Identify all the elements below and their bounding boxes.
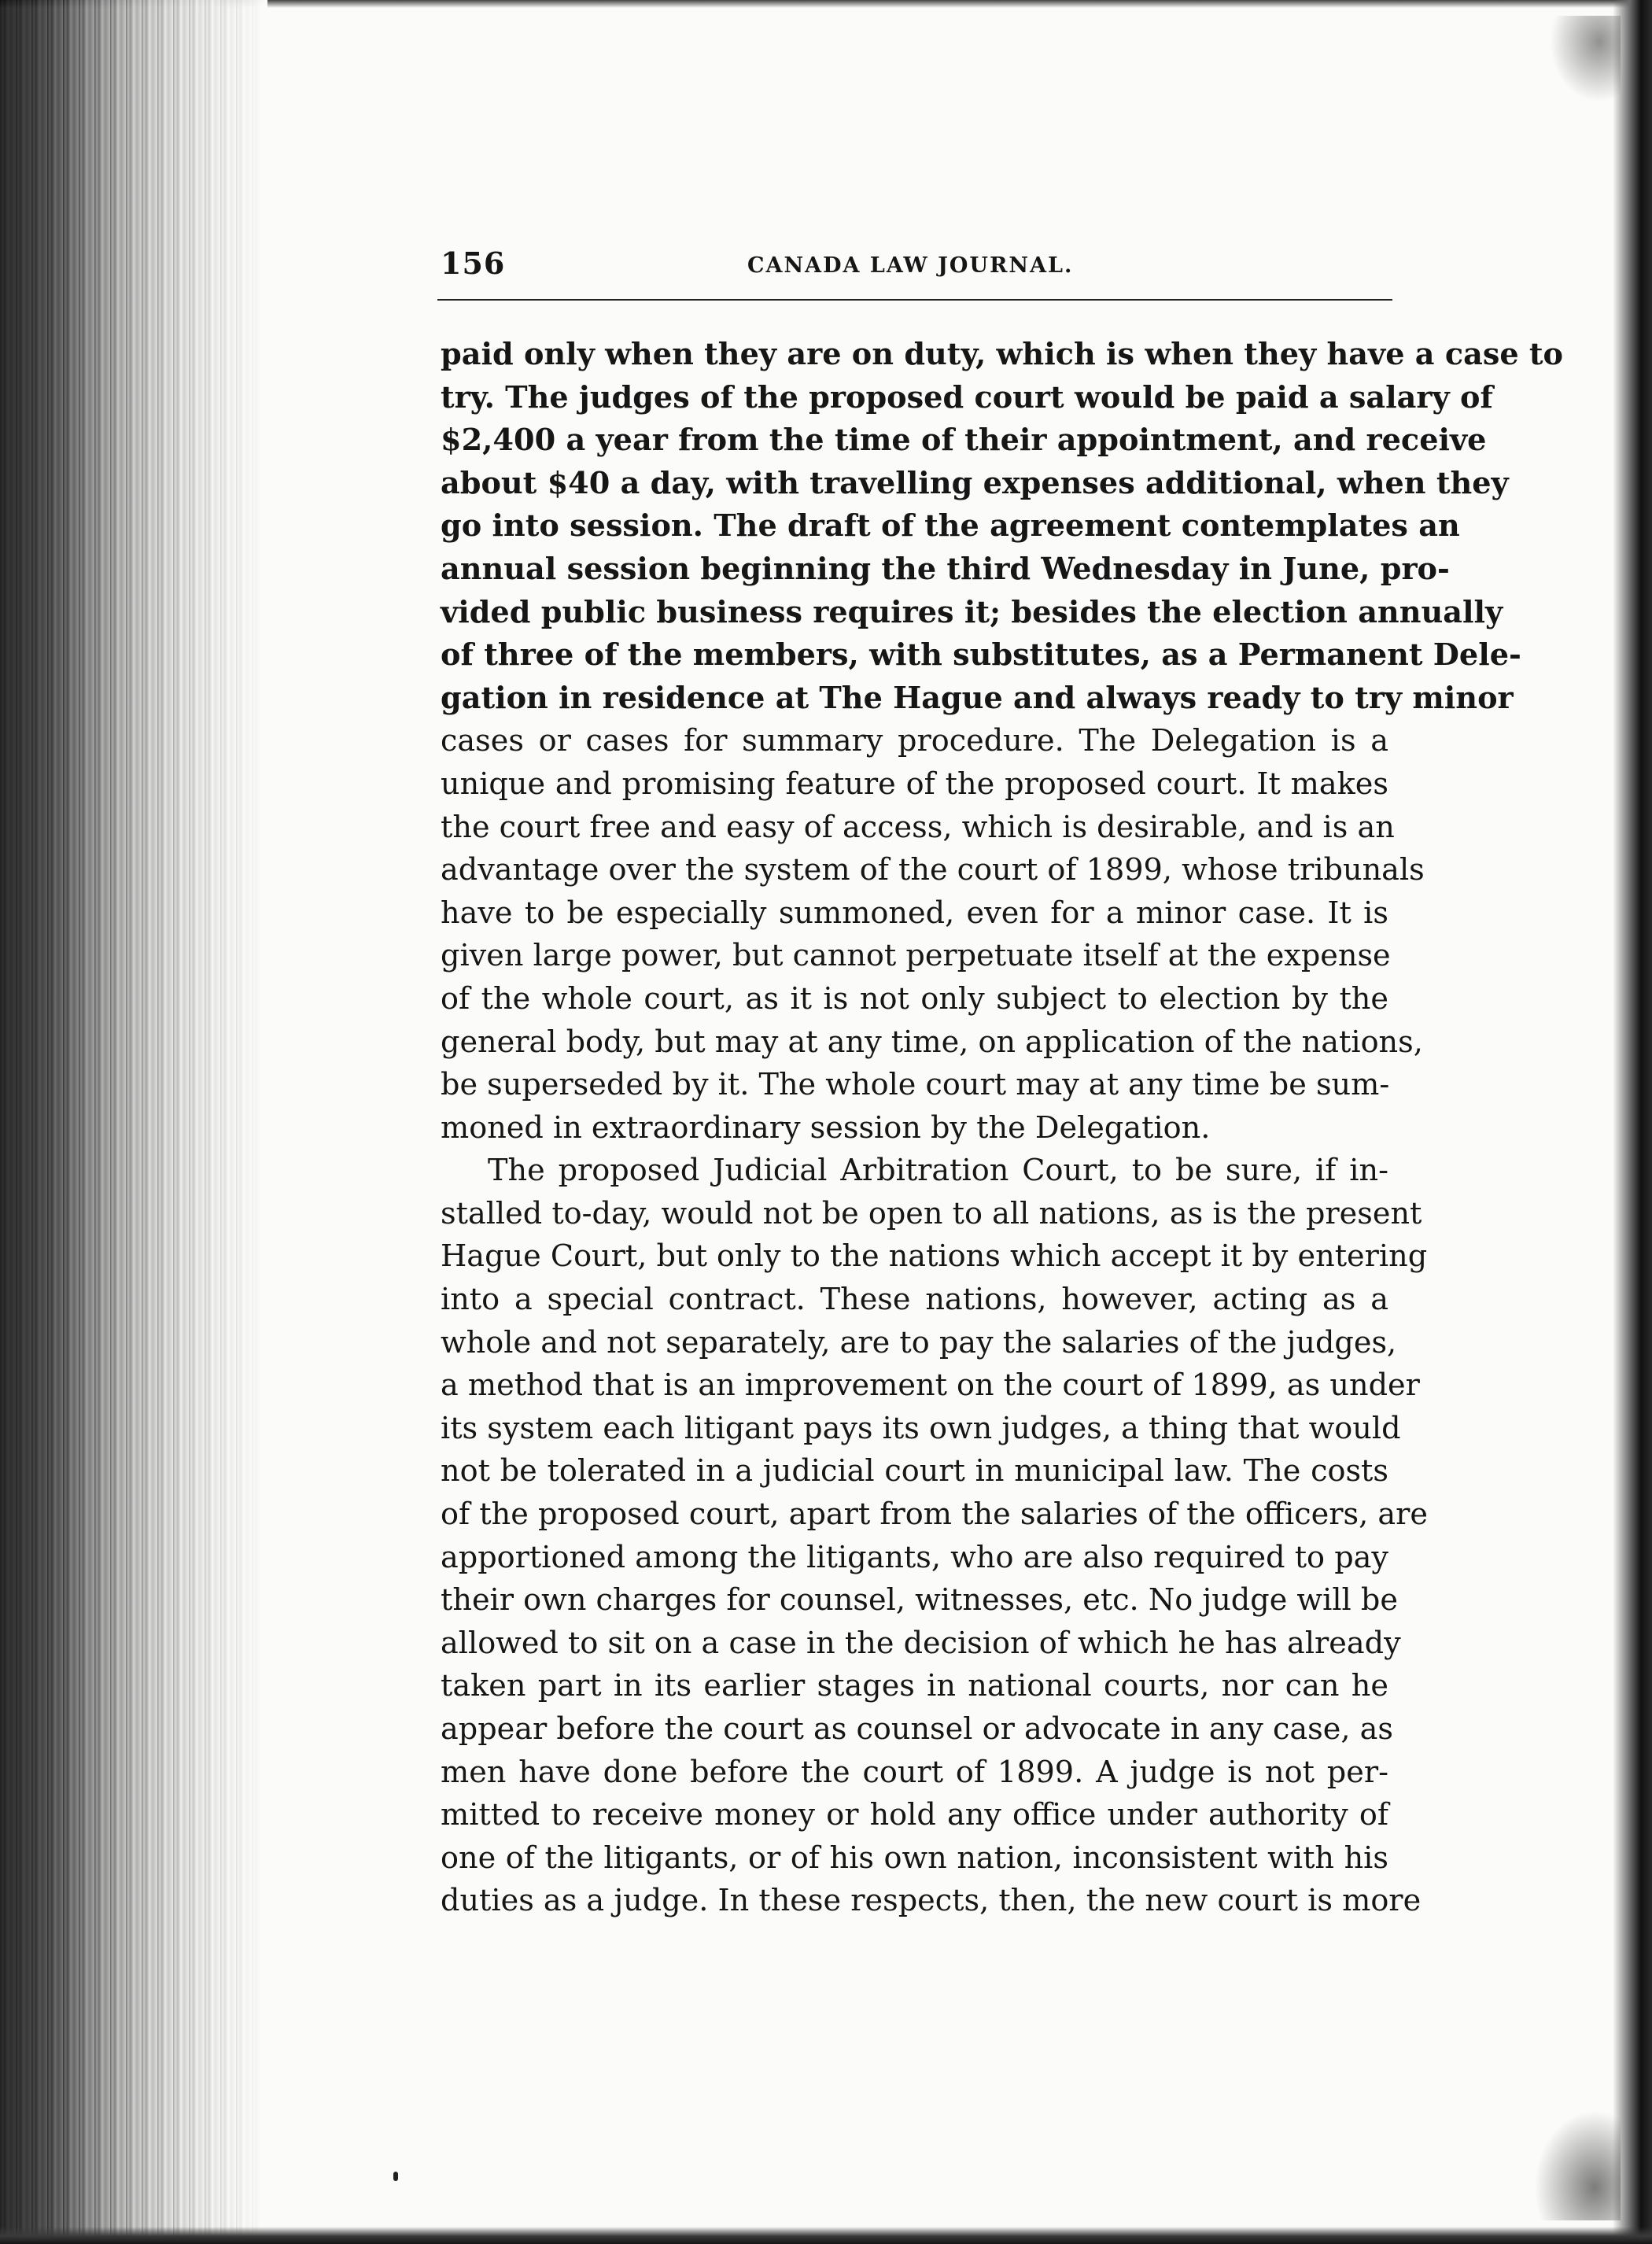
- text-line: vided public business requires it; besides the election annually: [441, 594, 1503, 630]
- text-line: paid only when they are on duty, which is when they have a case to: [441, 337, 1564, 372]
- text-line: be superseded by it. The whole court may at any time be sum-: [441, 1068, 1390, 1103]
- page-number: 156: [441, 245, 506, 281]
- text-line: a method that is an improvement on the court of 1899, as under: [441, 1368, 1420, 1404]
- text-line: men have done before the court of 1899. A judge is not per-: [441, 1755, 1388, 1790]
- text-line: of the whole court, as it is not only subject to election by the: [441, 981, 1388, 1017]
- text-line: go into session. The draft of the agreement contemplates an: [441, 508, 1460, 544]
- text-line: the court free and easy of access, which is desirable, and is an: [441, 810, 1395, 845]
- text-line: not be tolerated in a judicial court in municipal law. The costs: [441, 1454, 1388, 1489]
- text-line: appear before the court as counsel or advocate in any case, as: [441, 1712, 1393, 1747]
- text-line: moned in extraordinary session by the Delegation.: [441, 1110, 1211, 1146]
- page-edge-right: [1613, 0, 1652, 2244]
- text-line: unique and promising feature of the proposed court. It makes: [441, 766, 1388, 802]
- header-rule: [437, 299, 1392, 301]
- text-line: of three of the members, with substitutes, as a Permanent Dele-: [441, 637, 1521, 674]
- binding-shadow-fade: [63, 0, 267, 2244]
- text-line: their own charges for counsel, witnesses, etc. No judge will be: [441, 1583, 1398, 1618]
- text-line: stalled to-day, would not be open to all nations, as is the present: [441, 1196, 1422, 1231]
- text-line: its system each litigant pays its own judges, a thing that would: [441, 1411, 1401, 1446]
- text-line: apportioned among the litigants, who are also required to pay: [441, 1540, 1388, 1575]
- scan-speck: [393, 2172, 398, 2181]
- page-bottom-edge: [0, 2227, 1652, 2244]
- running-head: [441, 245, 1392, 294]
- text-line: one of the litigants, or of his own nation, inconsistent with his: [441, 1840, 1388, 1876]
- paragraph-2: [441, 1150, 1428, 1923]
- text-line: whole and not separately, are to pay the salaries of the judges,: [441, 1325, 1397, 1360]
- text-line: allowed to sit on a case in the decision of which he has already: [441, 1626, 1401, 1661]
- text-line: Hague Court, but only to the nations which accept it by entering: [441, 1239, 1428, 1275]
- text-line: into a special contract. These nations, however, acting as a: [441, 1283, 1388, 1318]
- text-line: gation in residence at The Hague and always ready to try minor: [441, 680, 1514, 716]
- text-line: given large power, but cannot perpetuate itself at the expense: [441, 939, 1391, 974]
- text-line: cases or cases for summary procedure. The Delegation is a: [441, 724, 1388, 759]
- text-line: duties as a judge. In these respects, then, the new court is more: [441, 1884, 1422, 1919]
- text-line: The proposed Judicial Arbitration Court, to be sure, if in-: [488, 1153, 1388, 1189]
- text-line: general body, but may at any time, on application of the nations,: [441, 1024, 1423, 1060]
- text-line: mitted to receive money or hold any office under authority of: [441, 1798, 1388, 1833]
- text-line: have to be especially summoned, even for a minor case. It is: [441, 895, 1388, 931]
- scan-smudge-bottom: [1534, 2110, 1621, 2220]
- text-line: advantage over the system of the court of 1899, whose tribunals: [441, 853, 1425, 888]
- scan-smudge-top: [1550, 16, 1621, 102]
- text-line: try. The judges of the proposed court would be paid a salary of: [441, 379, 1493, 415]
- paragraph-1: [441, 334, 1564, 1150]
- text-line: of the proposed court, apart from the salaries of the officers, are: [441, 1497, 1428, 1533]
- body-text: [441, 334, 1564, 1923]
- text-line: taken part in its earlier stages in national courts, nor can he: [441, 1669, 1388, 1704]
- journal-title: CANADA LAW JOURNAL.: [747, 253, 1074, 278]
- text-line: annual session beginning the third Wednesday in June, pro-: [441, 551, 1450, 587]
- text-line: $2,400 a year from the time of their appointment, and receive: [441, 423, 1487, 459]
- text-line: about $40 a day, with travelling expenses additional, when they: [441, 465, 1509, 501]
